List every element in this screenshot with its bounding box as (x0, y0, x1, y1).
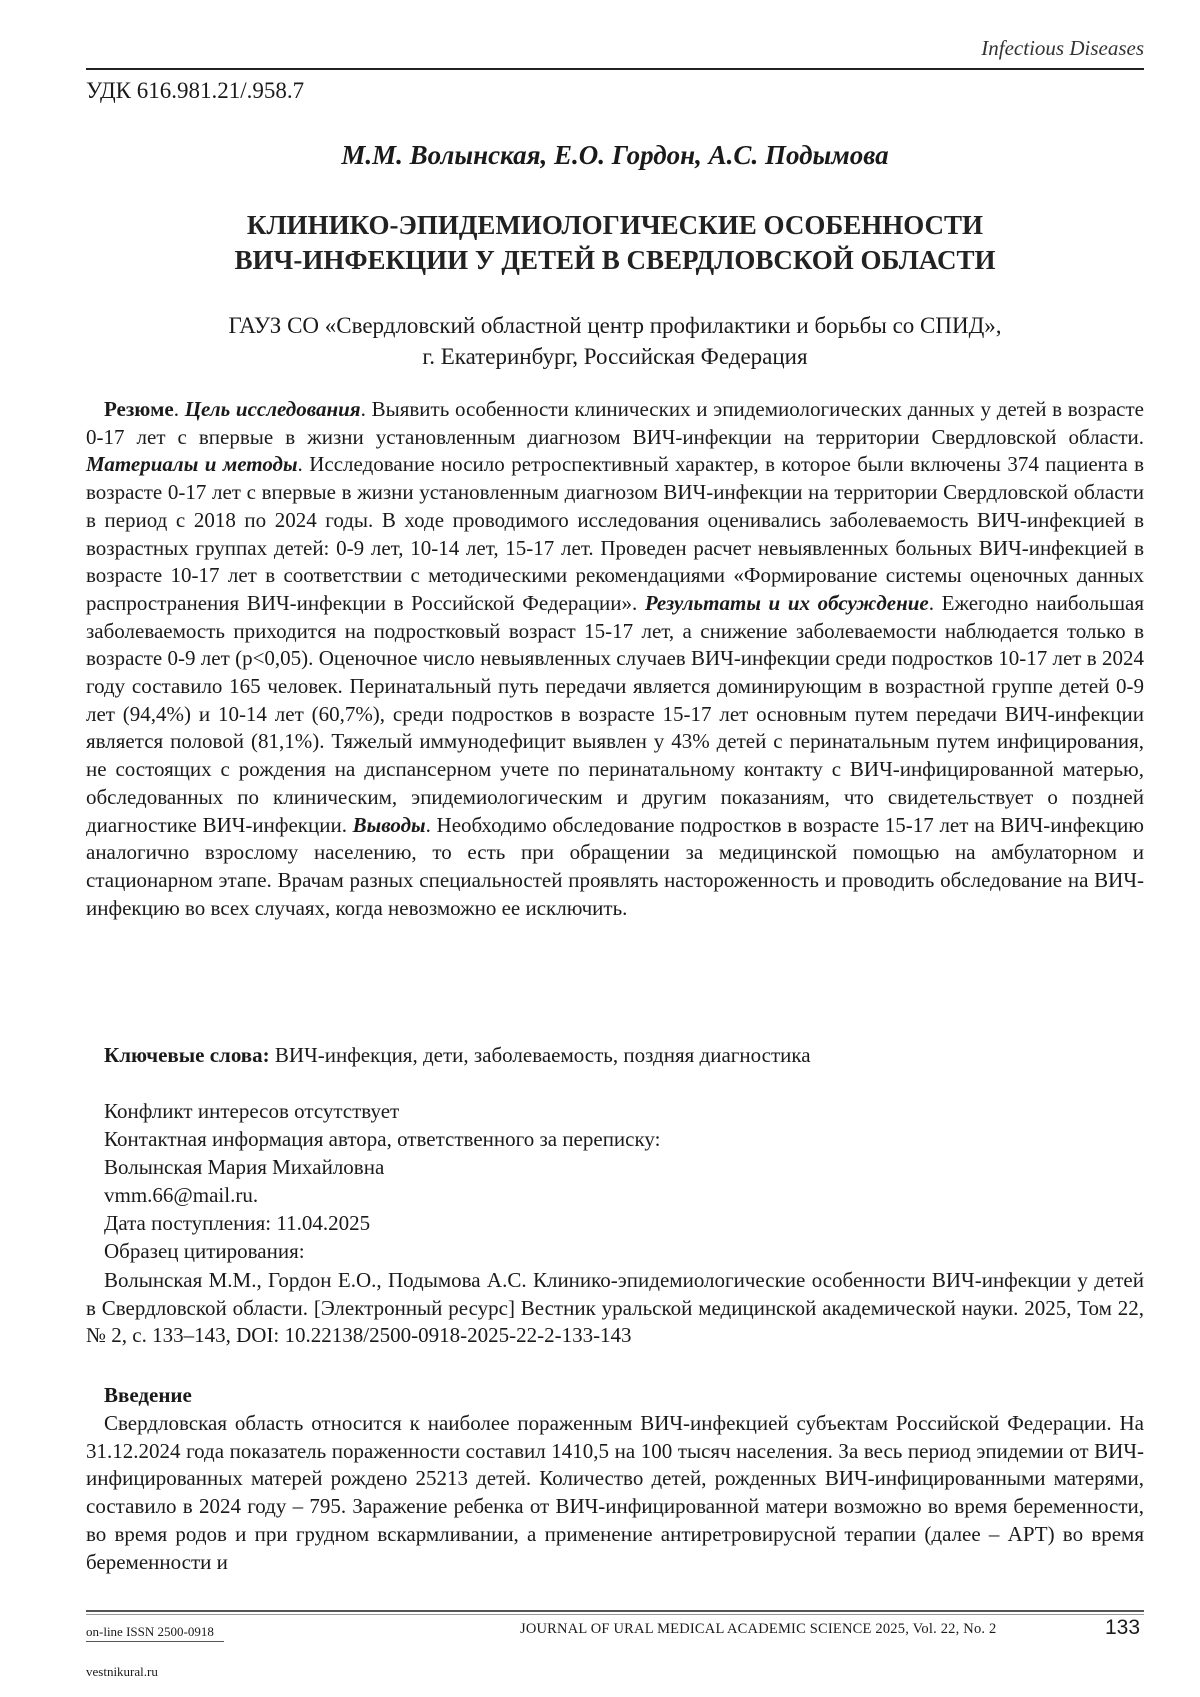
methods-text: . Исследование носило ретроспективный характер, в которое были включены 374 пациента в возрасте 0-17 лет с впервые в жизни установленным диагнозом ВИЧ-инфекции на территории Свердловской области в период с 2018 по 2024 годы. В ходе проводимого исследования оценивались заболеваемость ВИЧ-инфекцией в возрастных группах детей: 0-9 лет, 10-14 лет, 15-17 лет. Проведен расчет невыявленных больных ВИЧ-инфекцией в возрасте 10-17 лет в соответствии с методическими рекомендациями «Формирование системы оценочных данных распространения ВИЧ-инфекции в Российской Федерации». (86, 452, 1144, 615)
methods-label: Материалы и методы (86, 452, 298, 476)
title-line-1: КЛИНИКО-ЭПИДЕМИОЛОГИЧЕСКИЕ ОСОБЕННОСТИ (86, 208, 1144, 243)
introduction-text: Свердловская область относится к наиболее пораженным ВИЧ-инфекцией субъектам Российской Федерации. На 31.12.2024 года показатель пораженности составил 1410,5 на 100 тысяч населения. За весь период эпидемии от ВИЧ-инфицированных матерей рождено 25213 детей. Количество детей, рожденных ВИЧ-инфицированными матерями, составило в 2024 году – 795. Заражение ребенка от ВИЧ-инфицированной матери возможно во время беременности, во время родов и при грудном вскармливании, а применение антиретровирусной терапии (далее – АРТ) во время беременности и (86, 1410, 1144, 1576)
conclusions-label: Выводы (353, 813, 426, 837)
affiliation-line-1: ГАУЗ СО «Свердловский областной центр профилактики и борьбы со СПИД», (86, 310, 1144, 341)
affiliation (86, 310, 1144, 372)
page-number: 133 (1105, 1616, 1140, 1640)
abstract: Резюме. Цель исследования. Выявить особенности клинических и эпидемиологических данных у детей в возрасте 0-17 лет с впервые в жизни установленным диагнозом ВИЧ-инфекции на территории Свердловской области. Материалы и методы. Исследование носило ретроспективный характер, в которое были включены 374 пациента в возрасте 0-17 лет с впервые в жизни установленным диагнозом ВИЧ-инфекции на территории Свердловской области в период с 2018 по 2024 годы. В ходе проводимого исследования оценивались заболеваемость ВИЧ-инфекцией в возрастных группах детей: 0-9 лет, 10-14 лет, 15-17 лет. Проведен расчет невыявленных больных ВИЧ-инфекцией в возрасте 10-17 лет в соответствии с методическими рекомендациями «Формирование системы оценочных данных распространения ВИЧ-инфекции в Российской Федерации». Результаты и их обсуждение. Ежегодно наибольшая заболеваемость приходится на подростковый возраст 15-17 лет, а снижение заболеваемости наблюдается только в возрасте 0-9 лет (p<0,05). Оценочное число невыявленных случаев ВИЧ-инфекции среди подростков 10-17 лет в 2024 году составило 165 человек. Перинатальный путь передачи является доминирующим в возрастной группе детей 0-9 лет (94,4%) и 10-14 лет (60,7%), среди подростков в возрасте 15-17 лет основным путем передачи ВИЧ-инфекции является половой (81,1%). Тяжелый иммунодефицит выявлен у 43% детей с перинатальным путем инфицирования, не состоящих с рождения на диспансерном учете по перинатальному контакту с ВИЧ-инфицированной матерью, обследованных по клиническим, эпидемиологическим и другим показаниям, что свидетельствует о поздней диагностике ВИЧ-инфекции. Выводы. Необходимо обследование подростков в возрасте 15-17 лет на ВИЧ-инфекцию аналогично взрослому населению, то есть при обращении за медицинской помощью на амбулаторном и стационарном этапе. Врачам разных специальностей проявлять настороженность и проводить обследование на ВИЧ-инфекцию во всех случаях, когда невозможно ее исключить. (86, 396, 1144, 922)
footer-rule-thin (86, 1614, 1144, 1615)
footer-rule (86, 1610, 1144, 1612)
citation-label: Образец цитирования: (104, 1238, 1144, 1266)
conflict-of-interest: Конфликт интересов отсутствует (104, 1098, 1144, 1126)
author-name: Волынская Мария Михайловна (104, 1154, 1144, 1182)
keywords-label: Ключевые слова: (104, 1043, 270, 1067)
conclusions-text: . Необходимо обследование подростков в возрасте 15-17 лет на ВИЧ-инфекцию аналогично взрослому населению, то есть при обращении за медицинской помощью на амбулаторном и стационарном этапе. Врачам разных специальностей проявлять настороженность и проводить обследование на ВИЧ-инфекцию во всех случаях, когда невозможно ее исключить. (86, 813, 1144, 920)
article-authors: М.М. Волынская, Е.О. Гордон, А.С. Подымова (86, 140, 1144, 171)
issn: on-line ISSN 2500-0918 (86, 1624, 214, 1640)
issn-underline (86, 1641, 224, 1642)
citation-text: Волынская М.М., Гордон Е.О., Подымова А.С. Клинико-эпидемиологические особенности ВИЧ-инфекции у детей в Свердловской области. [Электронный ресурс] Вестник уральской медицинской академической науки. 2025, Том 22, № 2, с. 133–143, DOI: 10.22138/2500-0918-2025-22-2-133-143 (86, 1267, 1144, 1350)
keywords-text: ВИЧ-инфекция, дети, заболеваемость, поздняя диагностика (270, 1043, 811, 1067)
header-rule (86, 68, 1144, 70)
site-link[interactable]: vestnikural.ru (86, 1664, 158, 1680)
received-date: Дата поступления: 11.04.2025 (104, 1210, 1144, 1238)
journal-section-label: Infectious Diseases (640, 36, 1144, 61)
aim-label: Цель исследования (185, 397, 361, 421)
udk-code: УДК 616.981.21/.958.7 (86, 78, 304, 104)
abstract-label: Резюме (104, 397, 174, 421)
contact-label: Контактная информация автора, ответственного за переписку: (104, 1126, 1144, 1154)
results-text: . Ежегодно наибольшая заболеваемость приходится на подростковый возраст 15-17 лет, а снижение заболеваемости наблюдается только в возрасте 0-9 лет (p<0,05). Оценочное число невыявленных случаев ВИЧ-инфекции среди подростков 10-17 лет в 2024 году составило 165 человек. Перинатальный путь передачи является доминирующим в возрастной группе детей 0-9 лет (94,4%) и 10-14 лет (60,7%), среди подростков в возрасте 15-17 лет основным путем передачи ВИЧ-инфекции является половой (81,1%). Тяжелый иммунодефицит выявлен у 43% детей с перинатальным путем инфицирования, не состоящих с рождения на диспансерном учете по перинатальному контакту с ВИЧ-инфицированной матерью, обследованных по клиническим, эпидемиологическим и другим показаниям, что свидетельствует о поздней диагностике ВИЧ-инфекции. (86, 591, 1144, 837)
affiliation-line-2: г. Екатеринбург, Российская Федерация (86, 341, 1144, 372)
aim-text: . Выявить особенности клинических и эпидемиологических данных у детей в возрасте 0-17 лет с впервые в жизни установленным диагнозом ВИЧ-инфекции на территории Свердловской области. (86, 397, 1144, 449)
journal-reference: JOURNAL OF URAL MEDICAL ACADEMIC SCIENCE 2025, Vol. 22, No. 2 (520, 1621, 997, 1638)
introduction-heading: Введение (104, 1383, 192, 1408)
title-line-2: ВИЧ-ИНФЕКЦИИ У ДЕТЕЙ В СВЕРДЛОВСКОЙ ОБЛАСТИ (86, 243, 1144, 278)
author-email[interactable]: vmm.66@mail.ru. (104, 1182, 1144, 1210)
article-title (86, 208, 1144, 278)
keywords (86, 1042, 1144, 1070)
results-label: Результаты и их обсуждение (645, 591, 929, 615)
